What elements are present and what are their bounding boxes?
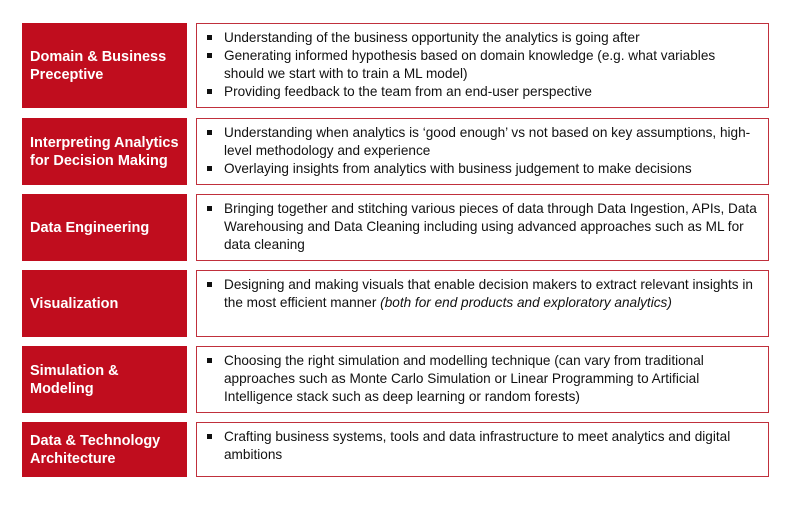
bullet-item: Providing feedback to the team from an end-user perspective [205, 83, 758, 101]
row-domain-business [22, 23, 769, 108]
row-data-engineering [22, 194, 769, 261]
row-label-data-technology-architecture: Data & Technology Architecture [22, 422, 187, 477]
row-content-domain-business [196, 23, 769, 108]
bullet-list [205, 352, 758, 406]
row-label-simulation-modeling: Simulation & Modeling [22, 346, 187, 413]
row-content-data-technology-architecture [196, 422, 769, 477]
bullet-item [205, 276, 758, 312]
row-visualization [22, 270, 769, 337]
row-interpreting-analytics [22, 118, 769, 185]
bullet-text: Designing and making visuals that enable decision makers to extract relevant insights in the most efficient manner [224, 277, 753, 310]
bullet-item: Overlaying insights from analytics with business judgement to make decisions [205, 160, 758, 178]
row-data-technology-architecture [22, 422, 769, 477]
bullet-list [205, 124, 758, 178]
bullet-item: Choosing the right simulation and modelling technique (can vary from traditional approaches such as Monte Carlo Simulation or Linear Programming to Artificial Intelligence stack such as deep learning or random forests) [205, 352, 758, 406]
row-content-data-engineering [196, 194, 769, 261]
bullet-item: Understanding when analytics is ‘good enough’ vs not based on key assumptions, high-level methodology and experience [205, 124, 758, 160]
row-label-domain-business: Domain & Business Preceptive [22, 23, 187, 108]
bullet-item: Crafting business systems, tools and data infrastructure to meet analytics and digital ambitions [205, 428, 758, 464]
bullet-italic-text: (both for end products and exploratory analytics) [380, 295, 672, 310]
row-content-interpreting-analytics [196, 118, 769, 185]
bullet-item: Understanding of the business opportunity the analytics is going after [205, 29, 758, 47]
bullet-list [205, 29, 758, 101]
row-label-data-engineering: Data Engineering [22, 194, 187, 261]
row-label-visualization: Visualization [22, 270, 187, 337]
row-simulation-modeling [22, 346, 769, 413]
bullet-item: Generating informed hypothesis based on domain knowledge (e.g. what variables should we start with to train a ML model) [205, 47, 758, 83]
row-label-interpreting-analytics: Interpreting Analytics for Decision Making [22, 118, 187, 185]
bullet-list [205, 428, 758, 464]
bullet-item: Bringing together and stitching various pieces of data through Data Ingestion, APIs, Data Warehousing and Data Cleaning including using advanced approaches such as ML for data cleaning [205, 200, 758, 254]
row-content-visualization [196, 270, 769, 337]
bullet-list [205, 200, 758, 254]
row-content-simulation-modeling [196, 346, 769, 413]
bullet-list [205, 276, 758, 312]
